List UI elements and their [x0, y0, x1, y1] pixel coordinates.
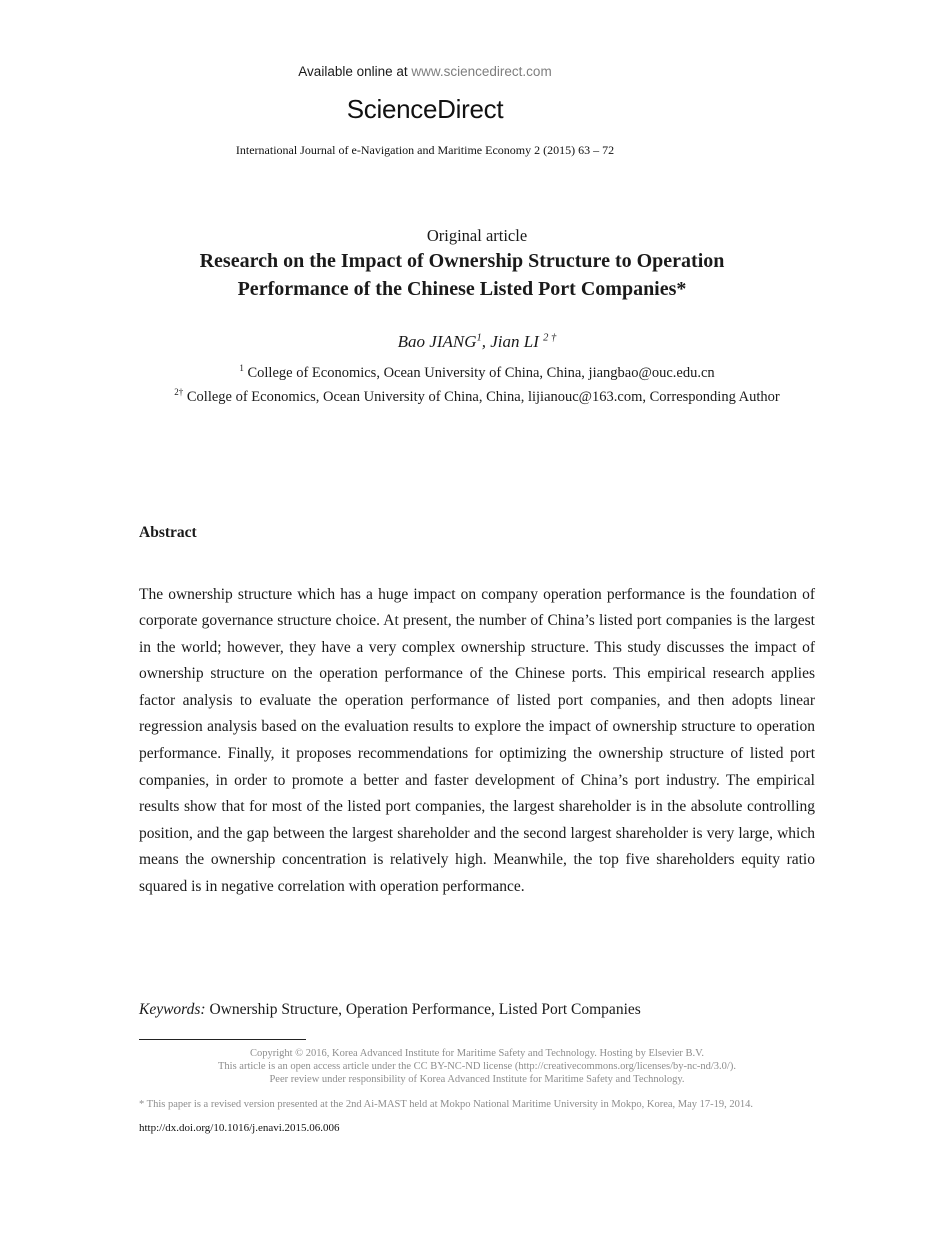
peer-review-line: Peer review under responsibility of Korea Advanced Institute for Maritime Safety and Technology.	[269, 1074, 685, 1085]
affiliation-2-text: College of Economics, Ocean University of China, China, lijianouc@163.com, Corresponding Author	[186, 389, 780, 405]
conference-footnote: * This paper is a revised version presented at the 2nd Ai-MAST held at Mokpo National Maritime University in Mokpo, Korea, May 17-19, 2014.	[139, 1099, 754, 1110]
article-type-label: Original article	[426, 226, 528, 245]
footnote-separator-rule	[139, 1039, 306, 1040]
copyright-block	[139, 1047, 815, 1086]
available-online-line	[139, 63, 711, 80]
sciencedirect-url[interactable]: www.sciencedirect.com	[411, 64, 552, 79]
affiliation-2	[139, 388, 815, 407]
available-online-text: Available online at	[298, 64, 412, 79]
article-title: Research on the Impact of Ownership Structure to Operation Performance of the Chinese Listed Port Companies*	[199, 250, 725, 300]
author-2-superscript: 2 †	[543, 332, 557, 344]
authors-line	[139, 331, 815, 352]
affiliation-1	[139, 364, 815, 383]
affiliation-2-superscript: 2†	[174, 387, 184, 398]
journal-citation: International Journal of e-Navigation and Maritime Economy 2 (2015) 63 – 72	[235, 143, 615, 157]
author-name-1: Bao JIANG	[397, 332, 477, 351]
affiliation-1-superscript: 1	[239, 363, 244, 374]
author-separator: ,	[481, 332, 491, 351]
author-1-superscript: 1	[476, 332, 482, 344]
abstract-heading: Abstract	[139, 524, 197, 541]
keywords-line	[139, 1000, 815, 1020]
affiliation-1-text: College of Economics, Ocean University of China, China, jiangbao@ouc.edu.cn	[247, 365, 715, 381]
sciencedirect-logo: ScienceDirect	[346, 94, 504, 124]
abstract-body: The ownership structure which has a huge impact on company operation performance is the foundation of corporate governance structure choice. At present, the number of China’s listed port companies is the largest in the world; however, they have a very complex ownership structure. This study discusses the impact of ownership structure on the operation performance of the Chinese ports. This empirical research applies factor analysis to evaluate the operation performance of listed port companies, and then adopts linear regression analysis based on the evaluation results to explore the impact of ownership structure to operation performance. Finally, it proposes recommendations for optimizing the ownership structure of listed port companies, in order to promote a better and faster development of China’s port industry. The empirical results show that for most of the listed port companies, the largest shareholder is in the absolute controlling position, and the gap between the largest shareholder and the second largest shareholder is very large, which means the ownership concentration is relatively high. Meanwhile, the top five shareholders equity ratio squared is in negative correlation with operation performance.	[139, 585, 815, 896]
keywords-label: Keywords:	[139, 1001, 206, 1018]
copyright-line: Copyright © 2016, Korea Advanced Institute for Maritime Safety and Technology. Hosting by Elsevier B.V.	[249, 1048, 705, 1059]
doi-link[interactable]: http://dx.doi.org/10.1016/j.enavi.2015.06.006	[139, 1122, 340, 1134]
author-name-2: Jian LI	[490, 332, 539, 351]
keywords-text: Ownership Structure, Operation Performance, Listed Port Companies	[209, 1001, 641, 1018]
license-line: This article is an open access article under the CC BY-NC-ND license (http://creativecommons.org/licenses/by-nc-nd/3.0/).	[218, 1061, 736, 1072]
